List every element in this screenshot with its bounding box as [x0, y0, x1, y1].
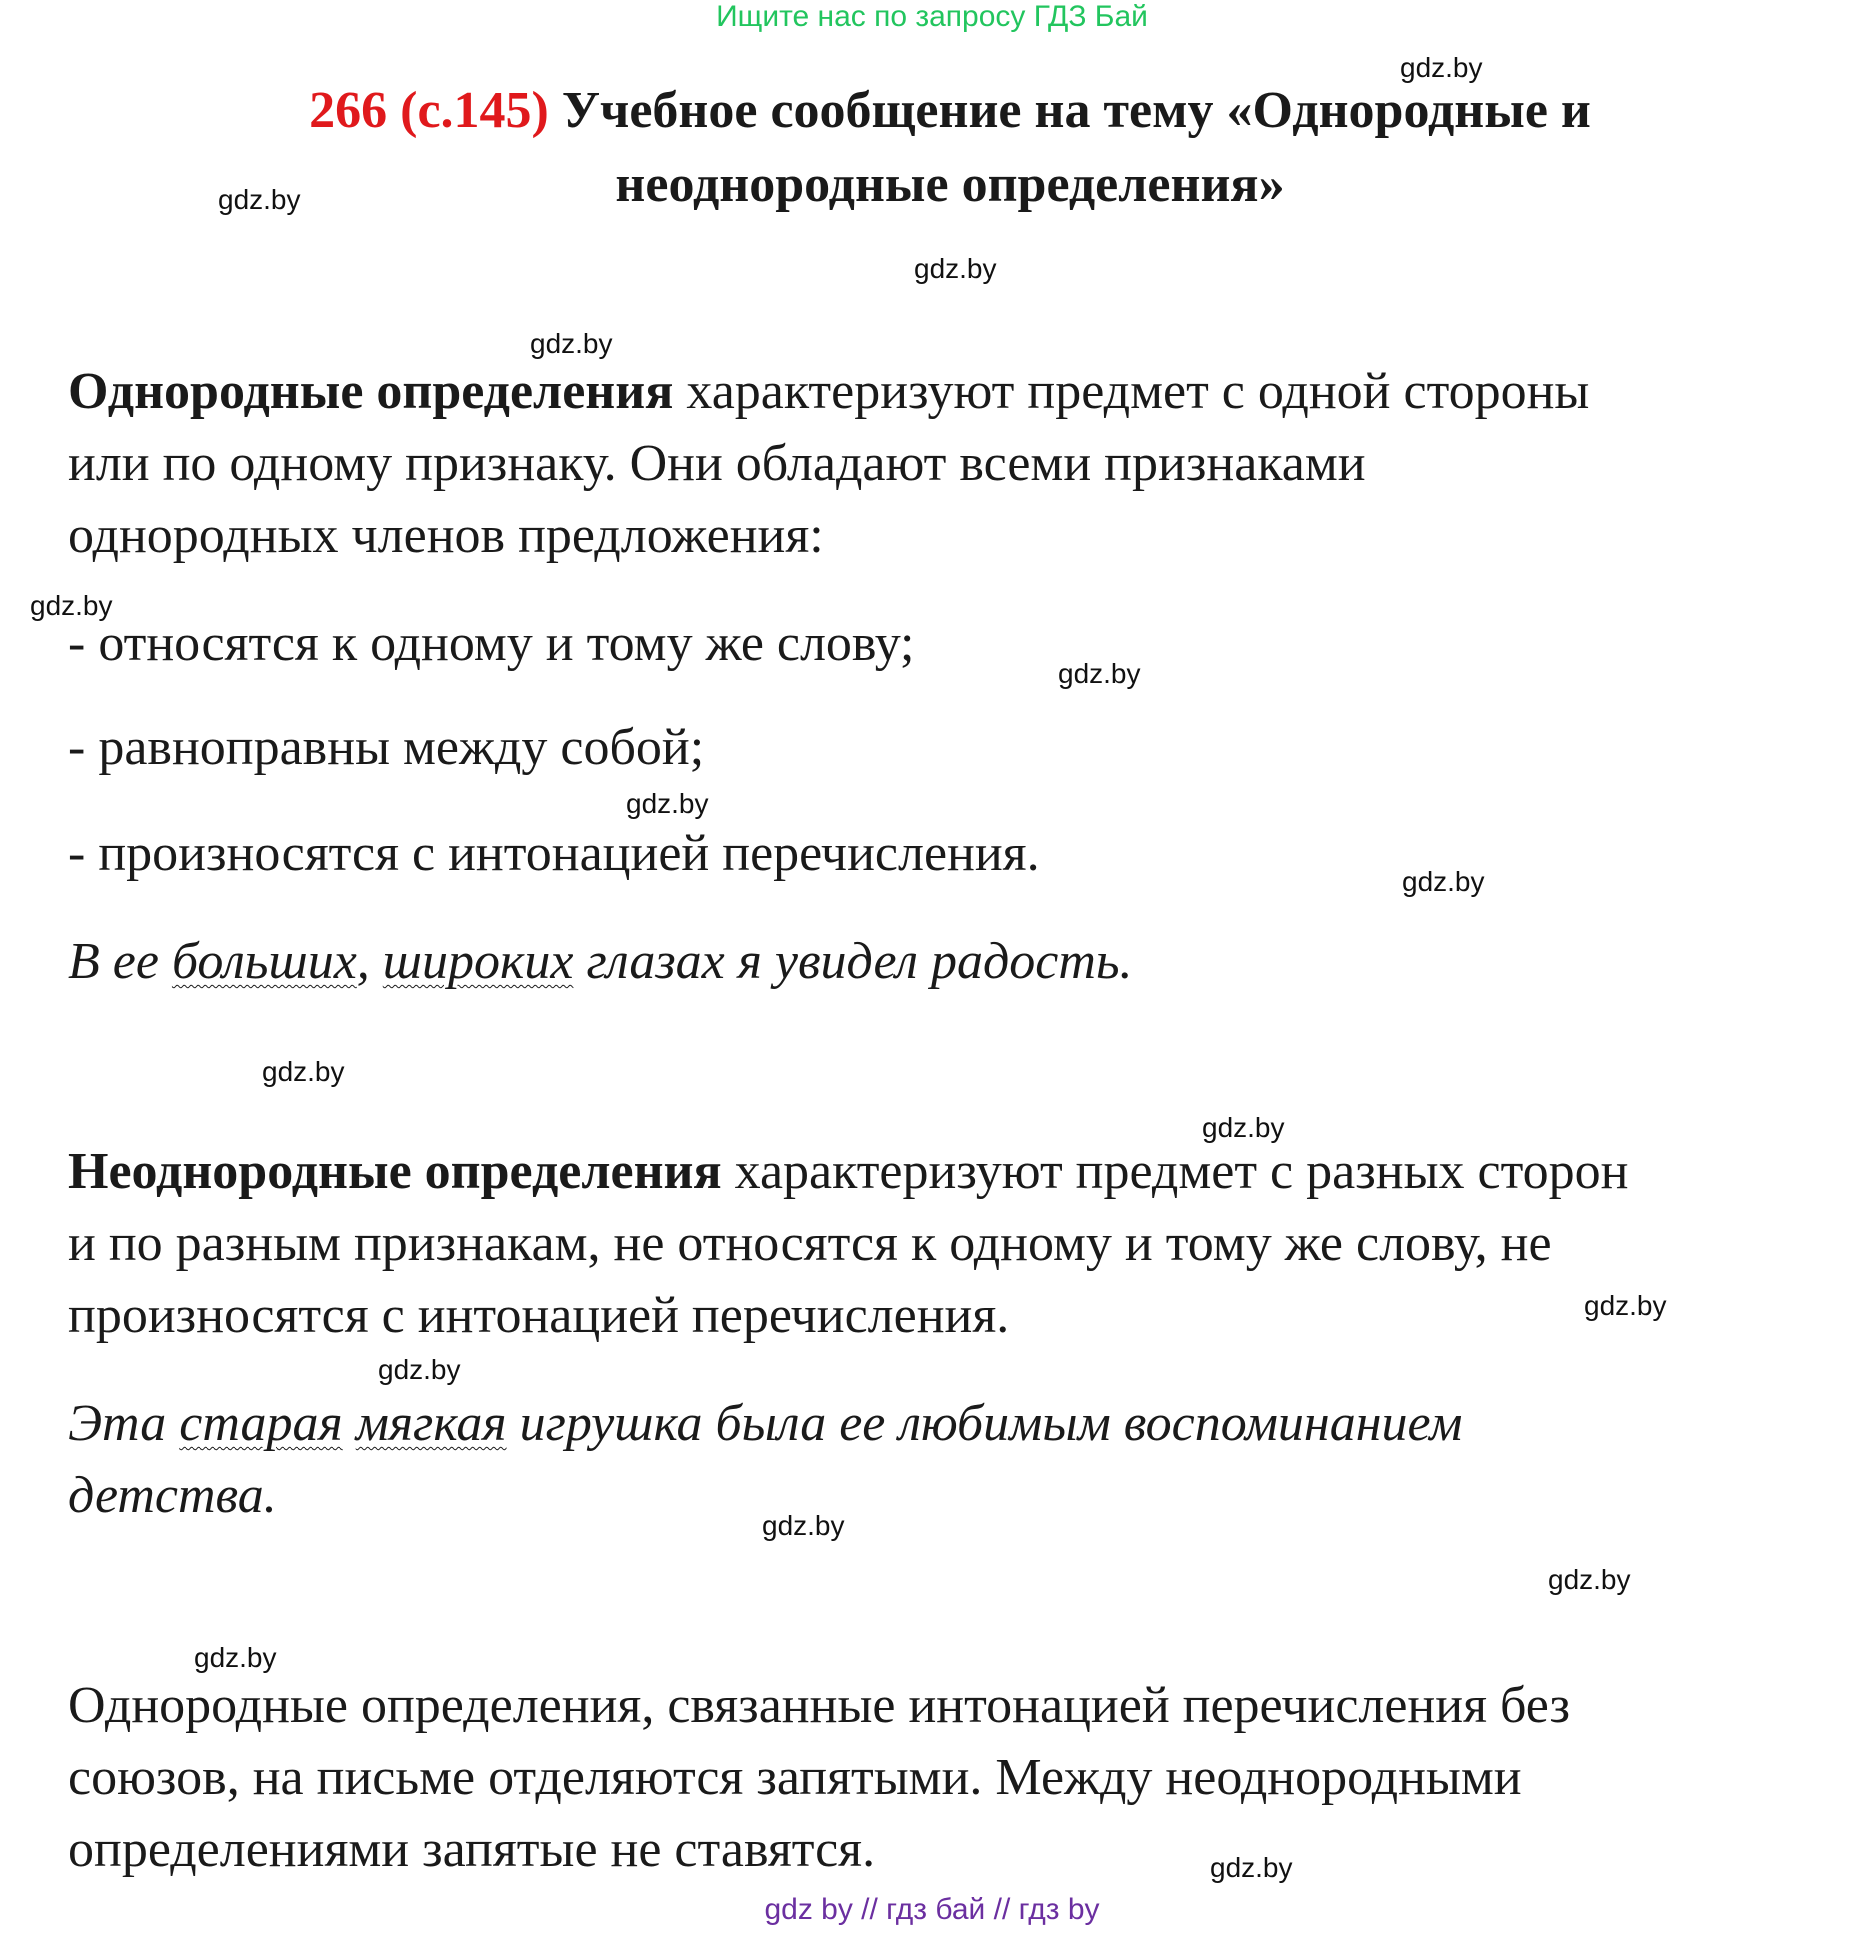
watermark: gdz.by [626, 788, 709, 819]
example-1-part-3: глазах я увидел радость. [573, 933, 1133, 990]
title-line-1 [160, 74, 1740, 148]
watermark: gdz.by [194, 1642, 277, 1673]
homogeneous-definition-line-3: однородных членов предложения: [68, 507, 824, 564]
example-2-attribute-2: мягкая [355, 1395, 507, 1452]
bullet-equal: - равноправны между собой; [68, 719, 705, 776]
watermark: gdz.by [1400, 52, 1483, 83]
watermark: gdz.by [218, 184, 301, 215]
heterogeneous-example-line-1 [68, 1388, 1463, 1460]
bullet-intonation: - произносятся с интонацией перечисления. [68, 825, 1040, 882]
watermark: gdz.by [1202, 1112, 1285, 1143]
watermark: gdz.by [762, 1510, 845, 1541]
homogeneous-example [68, 926, 1133, 998]
example-1-part-1: В ее [68, 933, 172, 990]
title-text-1: Учебное сообщение на тему «Однородные и [561, 82, 1591, 139]
heterogeneous-example-line-2: детства. [68, 1467, 277, 1524]
watermark: gdz.by [262, 1056, 345, 1087]
punctuation-rule-line-3: определениями запятые не ставятся. [68, 1821, 876, 1878]
watermark: gdz.by [1210, 1852, 1293, 1883]
watermark: gdz.by [530, 328, 613, 359]
heterogeneous-definition-line-3: произносятся с интонацией перечисления. [68, 1287, 1010, 1344]
example-1-part-2: , [356, 933, 383, 990]
watermark: gdz.by [1584, 1290, 1667, 1321]
heterogeneous-definition-line-1 [68, 1136, 1628, 1208]
example-2-attribute-1: старая [179, 1395, 343, 1452]
heterogeneous-line-1-rest: характеризуют предмет с разных сторон [721, 1143, 1629, 1200]
watermark: gdz.by [378, 1354, 461, 1385]
footer-links: gdz by // гдз бай // гдз by [764, 1893, 1100, 1926]
homogeneous-term: Однородные определения [68, 363, 674, 420]
homogeneous-definition-line-2: или по одному признаку. Они обладают всеми признаками [68, 435, 1366, 492]
homogeneous-definition-line-1 [68, 356, 1589, 428]
punctuation-rule-line-1: Однородные определения, связанные интонацией перечисления без [68, 1677, 1571, 1734]
watermark: gdz.by [914, 253, 997, 284]
example-1-attribute-2: широких [382, 933, 574, 990]
heterogeneous-term: Неоднородные определения [68, 1143, 722, 1200]
watermark: gdz.by [1058, 658, 1141, 689]
homogeneous-line-1-rest: характеризуют предмет с одной стороны [673, 363, 1590, 420]
task-number: 266 (с.145) [309, 82, 549, 139]
watermark: gdz.by [1402, 866, 1485, 897]
watermark: gdz.by [30, 590, 113, 621]
example-1-attribute-1: больших [171, 933, 357, 990]
example-2-part-3: игрушка была ее любимым воспоминанием [506, 1395, 1463, 1452]
search-hint-banner: Ищите нас по запросу ГДЗ Бай [716, 0, 1148, 33]
title-line-2: неоднородные определения» [615, 156, 1285, 213]
example-2-part-1: Эта [68, 1395, 180, 1452]
watermark: gdz.by [1548, 1564, 1631, 1595]
heterogeneous-definition-line-2: и по разным признакам, не относятся к одному и тому же слову, не [68, 1215, 1552, 1272]
punctuation-rule-line-2: союзов, на письме отделяются запятыми. Между неоднородными [68, 1749, 1522, 1806]
page-title [160, 74, 1740, 222]
bullet-same-word: - относятся к одному и тому же слову; [68, 615, 915, 672]
example-2-part-2 [343, 1395, 356, 1452]
